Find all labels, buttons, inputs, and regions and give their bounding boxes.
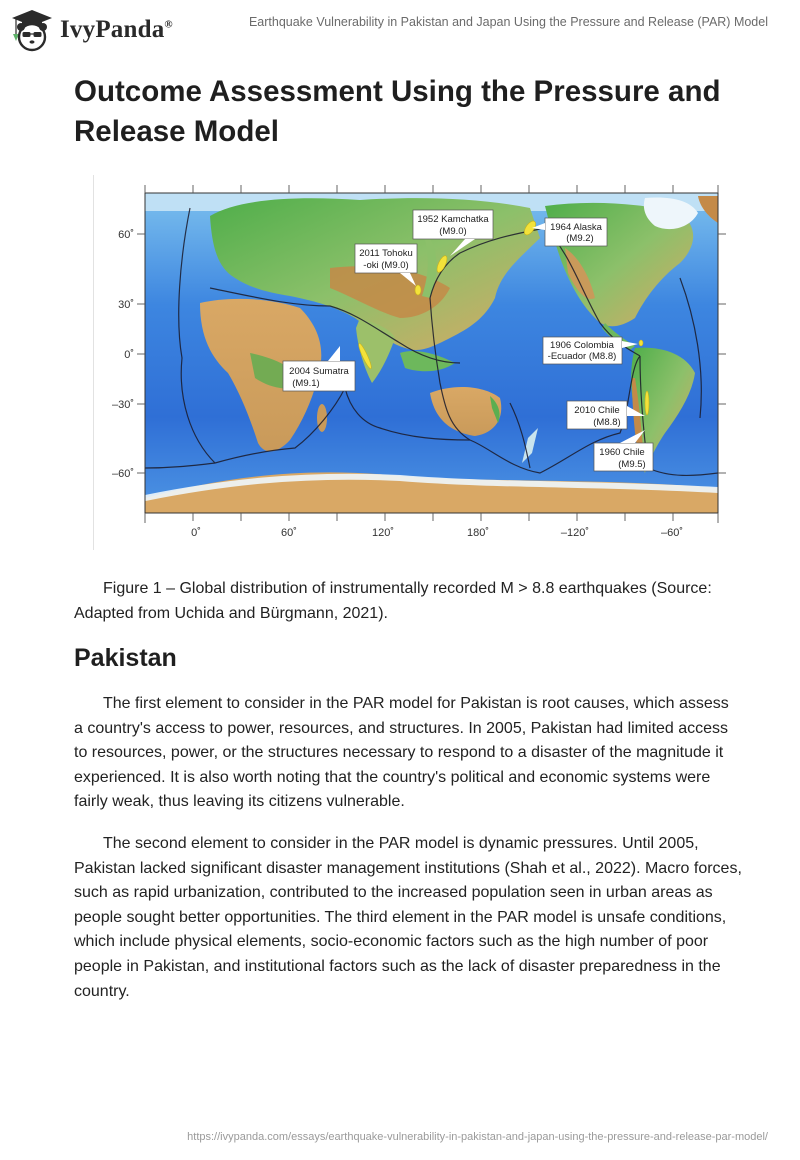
bottom-axis-ticks — [145, 513, 718, 523]
svg-text:-oki (M9.0): -oki (M9.0) — [363, 260, 409, 271]
svg-text:–60˚: –60˚ — [111, 468, 134, 480]
svg-text:30˚: 30˚ — [118, 299, 134, 311]
brand-name: IvyPanda® — [60, 16, 173, 43]
svg-text:0˚: 0˚ — [191, 527, 201, 539]
svg-text:120˚: 120˚ — [371, 527, 395, 539]
svg-text:(M9.1): (M9.1) — [292, 378, 320, 389]
svg-text:1960 Chile: 1960 Chile — [599, 447, 645, 458]
figure-caption: Figure 1 – Global distribution of instrumentally recorded M > 8.8 earthquakes (Source: Adapted from Uchida and Bürgmann, 2021). — [74, 580, 712, 622]
svg-text:(M9.2): (M9.2) — [566, 233, 594, 244]
svg-text:(M9.0): (M9.0) — [439, 226, 467, 237]
svg-text:60˚: 60˚ — [281, 527, 297, 539]
paragraph-root-causes: The first element to consider in the PAR model for Pakistan is root causes, which assess a country's access to power, resources, and structures. In 2005, Pakistan had limited access to resources, power, or the structures necessary to respond to a disaster of the magnitude it experienced. It is also worth noting that the country's political and economic systems were fairly weak, thus leaving its citizens vulnerable. — [74, 695, 729, 811]
panda-graduate-icon — [10, 8, 54, 52]
document-title: Earthquake Vulnerability in Pakistan and Japan Using the Pressure and Release (PAR) Model — [248, 15, 768, 29]
top-axis-ticks — [145, 185, 718, 193]
svg-text:180˚: 180˚ — [466, 527, 490, 539]
svg-text:(M8.8): (M8.8) — [593, 417, 621, 428]
svg-text:2004 Sumatra: 2004 Sumatra — [289, 366, 349, 377]
paragraph-dynamic-pressures: The second element to consider in the PAR model is dynamic pressures. Until 2005, Pakistan lacked significant disaster management institutions (Shah et al., 2022). Macro forces, such as rapid urbanization, contributed to the increased population seen in urban areas as people sought better opportunities. The third element in the PAR model is unsafe conditions, which include physical elements, socio-economic factors such as the high number of poor people in Pakistan, and institutional factors such as the lack of disaster preparedness in the country. — [74, 835, 742, 1000]
svg-text:60˚: 60˚ — [118, 229, 134, 241]
svg-text:-Ecuador (M8.8): -Ecuador (M8.8) — [547, 351, 617, 362]
svg-text:(M9.5): (M9.5) — [618, 459, 646, 470]
x-axis-labels — [191, 527, 683, 539]
svg-text:1964 Alaska: 1964 Alaska — [550, 222, 602, 233]
svg-text:0˚: 0˚ — [124, 349, 134, 361]
svg-text:–120˚: –120˚ — [560, 527, 590, 539]
svg-text:–60˚: –60˚ — [660, 527, 684, 539]
svg-text:1906 Colombia: 1906 Colombia — [550, 340, 614, 351]
svg-text:1952 Kamchatka: 1952 Kamchatka — [417, 214, 489, 225]
svg-text:2010 Chile: 2010 Chile — [574, 405, 620, 416]
page-title: Outcome Assessment Using the Pressure and Release Model — [74, 75, 721, 148]
section-heading-pakistan: Pakistan — [74, 644, 177, 672]
svg-text:–30˚: –30˚ — [111, 399, 134, 411]
ivypanda-logo[interactable] — [10, 8, 200, 52]
page-header — [0, 0, 800, 56]
source-url[interactable]: https://ivypanda.com/essays/earthquake-vulnerability-in-pakistan-and-japan-using-the-pressure-and-release-par-model/ — [187, 1131, 768, 1143]
figure-divider — [93, 175, 94, 550]
svg-text:2011 Tohoku: 2011 Tohoku — [359, 248, 413, 259]
y-axis-labels — [112, 229, 134, 480]
earthquake-map-figure — [100, 178, 740, 548]
